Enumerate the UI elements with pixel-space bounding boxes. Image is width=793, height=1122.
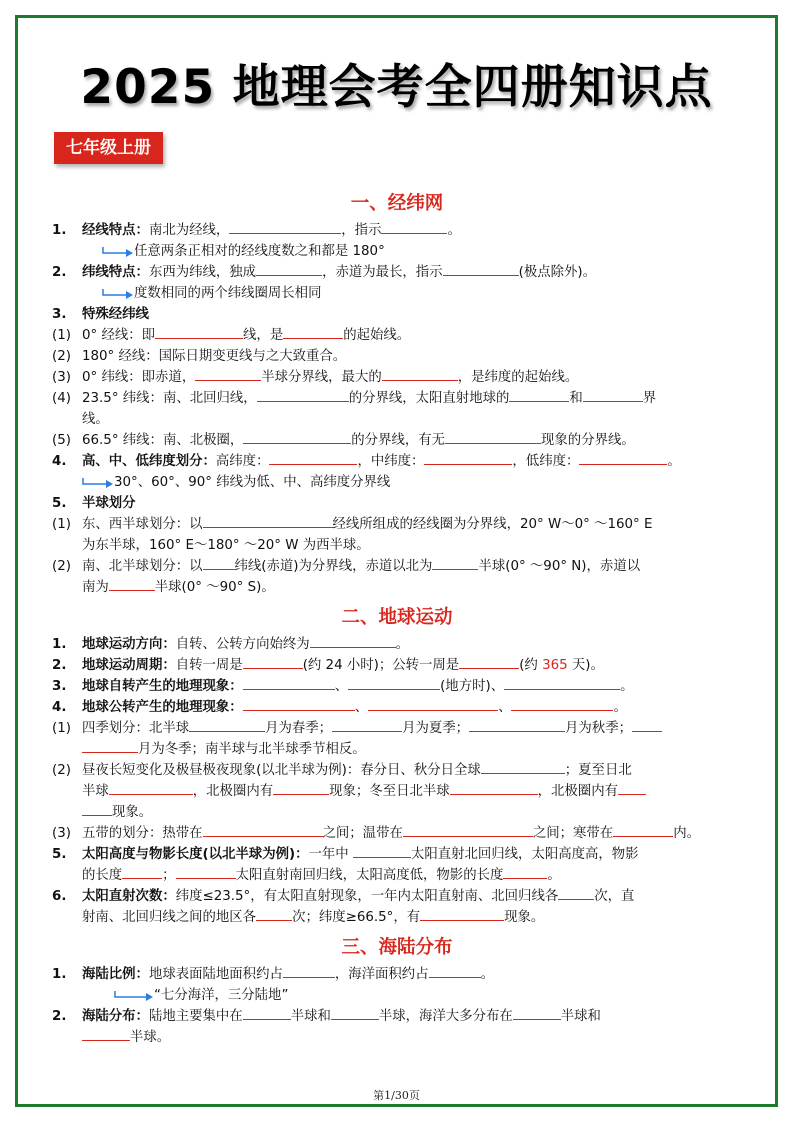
item-text: 现象。	[112, 805, 153, 820]
answer-blank[interactable]	[504, 676, 620, 690]
item-number: 3.	[52, 307, 67, 322]
item-text: 之间；温带在	[322, 826, 403, 841]
list-item	[52, 964, 742, 985]
item-text: 陆地主要集中在	[148, 1009, 243, 1024]
item-text: 南为	[82, 580, 109, 595]
item-text: 之间；寒带在	[532, 826, 614, 841]
sub-item	[52, 367, 742, 388]
item-label: 高、中、低纬度划分：	[82, 454, 216, 469]
item-text: 四季划分：北半球	[82, 721, 190, 736]
item-text: 内。	[673, 826, 700, 841]
list-item	[52, 676, 742, 697]
item-label: 太阳直射次数：	[82, 889, 176, 904]
item-number: 1.	[52, 223, 67, 238]
item-text: 的长度	[82, 868, 123, 883]
answer-blank[interactable]	[503, 865, 547, 879]
answer-blank[interactable]	[558, 886, 594, 900]
answer-blank[interactable]	[481, 760, 565, 774]
item-text: 地球表面陆地面积约占	[148, 967, 283, 982]
sub-item-number: (3)	[52, 826, 71, 841]
item-text: 现象。	[504, 910, 545, 925]
answer-blank[interactable]	[579, 451, 667, 465]
note-text: 30°、60°、90° 纬线为低、中、高纬度分界线	[114, 475, 391, 490]
note-text: “七分海洋，三分陆地”	[154, 988, 289, 1003]
item-number: 2.	[52, 1009, 67, 1024]
item-label: 经线特点：	[82, 223, 149, 238]
answer-blank[interactable]	[403, 823, 533, 837]
item-text: 。	[613, 700, 627, 715]
answer-blank[interactable]	[445, 430, 541, 444]
sub-item-number: (2)	[52, 559, 71, 574]
item-text: 66.5° 纬线：南、北极圈，	[82, 433, 244, 448]
answer-blank[interactable]	[109, 781, 193, 795]
item-text: 一年中	[308, 847, 353, 862]
item-text: 180° 经线：国际日期变更线与之大致重合。	[82, 349, 347, 364]
section-heading-grid: 一、经纬网	[350, 193, 444, 214]
answer-blank[interactable]	[381, 220, 447, 234]
answer-blank[interactable]	[82, 739, 138, 753]
answer-blank[interactable]	[443, 262, 519, 276]
item-text: 。	[547, 868, 561, 883]
item-text: 现象的分界线。	[541, 433, 635, 448]
item-text: 0° 经线：即	[82, 328, 156, 343]
section-heading-earth-motion: 二、地球运动	[341, 607, 453, 628]
item-text: 次；纬度≥66.5°，有	[292, 910, 421, 925]
item-text: 高纬度：	[215, 454, 270, 469]
sub-item	[52, 556, 742, 598]
sub-item-number: (2)	[52, 349, 71, 364]
sub-item-number: (1)	[52, 328, 71, 343]
item-text: 月为冬季；南半球与北半球季节相反。	[138, 742, 366, 757]
answer-blank[interactable]	[203, 556, 235, 570]
answer-blank[interactable]	[353, 844, 411, 858]
item-text: 、	[354, 700, 369, 715]
note-row	[52, 241, 742, 262]
item-label: 海陆比例：	[82, 967, 149, 982]
answer-blank[interactable]	[382, 367, 458, 381]
item-text: 的起始线。	[343, 328, 411, 343]
item-number: 1.	[52, 967, 67, 982]
answer-blank[interactable]	[243, 676, 335, 690]
list-item	[52, 655, 742, 676]
answer-blank[interactable]	[195, 367, 261, 381]
page-title: 2025 地理会考全四册知识点	[80, 60, 713, 115]
item-text: 的分界线，有无	[351, 433, 446, 448]
sub-item	[52, 430, 742, 451]
answer-blank[interactable]	[122, 865, 162, 879]
answer-blank[interactable]	[424, 451, 512, 465]
answer-blank[interactable]	[283, 964, 335, 978]
item-text: 次，直	[594, 889, 635, 904]
item-text: 纬度≤23.5°，有太阳直射现象，一年内太阳直射南、北回归线各	[175, 889, 559, 904]
item-text: 半球，海洋大多分布在	[378, 1009, 513, 1024]
item-number: 4.	[52, 454, 67, 469]
item-label: 特殊经纬线	[82, 307, 149, 322]
answer-blank[interactable]	[243, 430, 351, 444]
answer-blank[interactable]	[273, 781, 329, 795]
sub-item	[52, 760, 742, 823]
answer-blank[interactable]	[332, 718, 402, 732]
item-text: 太阳直射南回归线，太阳高度低，物影的长度	[235, 868, 504, 883]
answer-blank[interactable]	[243, 1006, 291, 1020]
item-text: 自转一周是	[175, 658, 243, 673]
item-text: ，北极圈内有	[192, 784, 274, 799]
answer-blank[interactable]	[348, 676, 440, 690]
highlight-number: 365	[542, 658, 568, 673]
list-item	[52, 1006, 742, 1048]
item-text: 半球和	[560, 1009, 601, 1024]
item-text: ，赤道为最长，指示	[322, 265, 443, 280]
answer-blank[interactable]	[256, 262, 322, 276]
item-label: 半球划分	[82, 496, 136, 511]
answer-blank[interactable]	[618, 781, 646, 795]
list-item	[52, 262, 742, 283]
answer-blank[interactable]	[310, 634, 396, 648]
list-item	[52, 886, 742, 928]
item-number: 6.	[52, 889, 67, 904]
answer-blank[interactable]	[613, 823, 673, 837]
item-text: (约 24 小时)；公转一周是	[302, 658, 460, 673]
answer-blank[interactable]	[203, 823, 323, 837]
answer-blank[interactable]	[256, 907, 292, 921]
list-item	[52, 697, 742, 718]
item-label: 海陆分布：	[82, 1009, 149, 1024]
answer-blank[interactable]	[82, 802, 112, 816]
item-label: 地球自转产生的地理现象：	[82, 679, 243, 694]
answer-blank[interactable]	[331, 1006, 379, 1020]
item-number: 4.	[52, 700, 67, 715]
answer-blank[interactable]	[155, 325, 243, 339]
sub-item-number: (5)	[52, 433, 71, 448]
item-text: 天)。	[567, 658, 604, 673]
sub-item	[52, 718, 742, 760]
item-text: 半球。	[130, 1030, 171, 1045]
answer-blank[interactable]	[509, 388, 569, 402]
item-text: 、	[498, 700, 512, 715]
sub-item-number: (1)	[52, 721, 71, 736]
item-text: (地方时)、	[440, 679, 505, 694]
arrow-right-icon	[102, 289, 134, 299]
item-text: 线，是	[243, 328, 284, 343]
list-item	[52, 493, 742, 514]
answer-blank[interactable]	[450, 781, 538, 795]
item-number: 5.	[52, 496, 67, 511]
item-text: 五带的划分：热带在	[82, 826, 203, 841]
item-text: 东西为纬线，独成	[148, 265, 257, 280]
sub-item	[52, 346, 742, 367]
item-text: 东、西半球划分：以	[82, 517, 203, 532]
item-text: 现象；冬至日北半球	[329, 784, 450, 799]
content	[52, 192, 742, 1048]
note-text: 任意两条正相对的经线度数之和都是 180°	[134, 244, 385, 259]
item-text: ；夏至日北	[564, 763, 632, 778]
answer-blank[interactable]	[368, 697, 498, 711]
sub-item-number: (1)	[52, 517, 71, 532]
answer-blank[interactable]	[420, 907, 504, 921]
answer-blank[interactable]	[511, 697, 613, 711]
answer-blank[interactable]	[176, 865, 236, 879]
arrow-right-icon	[102, 247, 134, 257]
item-label: 地球公转产生的地理现象：	[82, 700, 243, 715]
item-text: 经线所组成的经线圈为分界线，20° W～0° ～160° E	[332, 517, 653, 532]
answer-blank[interactable]	[203, 514, 333, 528]
item-text: 月为春季；	[265, 721, 333, 736]
item-text: ，是纬度的起始线。	[457, 370, 579, 385]
item-text: 自转、公转方向始终为	[175, 637, 310, 652]
answer-blank[interactable]	[429, 964, 481, 978]
item-text: 半球和	[290, 1009, 331, 1024]
item-text: 为东半球，160° E～180° ～20° W 为西半球。	[82, 538, 370, 553]
item-label: 地球运动周期：	[82, 658, 176, 673]
item-text: (极点除外)。	[518, 265, 596, 280]
answer-blank[interactable]	[632, 718, 662, 732]
item-text: 和	[569, 391, 583, 406]
sub-item	[52, 388, 742, 430]
item-text: ，海洋面积约占	[334, 967, 429, 982]
item-label: 太阳高度与物影长度(以北半球为例)：	[82, 847, 309, 862]
item-text: 昼夜长短变化及极昼极夜现象(以北半球为例)：春分日、秋分日全球	[82, 763, 481, 778]
item-text: 南北为经线，	[148, 223, 230, 238]
item-text: ，低纬度：	[512, 454, 580, 469]
item-text: ，指示	[341, 223, 382, 238]
item-text: 界	[642, 391, 657, 406]
sub-item-number: (4)	[52, 391, 71, 406]
item-text: 23.5° 纬线：南、北回归线，	[82, 391, 257, 406]
item-text: ，北极圈内有	[537, 784, 618, 799]
answer-blank[interactable]	[469, 718, 565, 732]
answer-blank[interactable]	[432, 556, 478, 570]
item-text: 半球(0° ～90° N)，赤道以	[478, 559, 641, 574]
answer-blank[interactable]	[243, 697, 355, 711]
arrow-right-icon	[82, 478, 114, 488]
sub-item	[52, 325, 742, 346]
item-text: 半球(0° ～90° S)。	[154, 580, 275, 595]
item-text: 、	[334, 679, 349, 694]
answer-blank[interactable]	[229, 220, 341, 234]
answer-blank[interactable]	[269, 451, 357, 465]
answer-blank[interactable]	[257, 388, 349, 402]
item-label: 纬线特点：	[82, 265, 149, 280]
list-item	[52, 451, 742, 472]
item-text: 月为夏季；	[402, 721, 470, 736]
item-text: 0° 纬线：即赤道，	[82, 370, 196, 385]
list-item	[52, 220, 742, 241]
list-item	[52, 634, 742, 655]
item-text: 线。	[82, 412, 109, 427]
item-text: 。	[395, 637, 410, 652]
answer-blank[interactable]	[459, 655, 519, 669]
item-number: 5.	[52, 847, 67, 862]
item-text: ；	[162, 868, 176, 883]
sub-item-number: (2)	[52, 763, 71, 778]
item-text: 纬线(赤道)为分界线，赤道以北为	[234, 559, 433, 574]
item-number: 2.	[52, 265, 67, 280]
section-heading-land-sea: 三、海陆分布	[341, 937, 453, 958]
sub-item	[52, 823, 742, 844]
list-item	[52, 844, 742, 886]
item-text: ，中纬度：	[357, 454, 425, 469]
item-text: 。	[480, 967, 494, 982]
item-text: 南、北半球划分：以	[82, 559, 203, 574]
answer-blank[interactable]	[283, 325, 343, 339]
sub-item	[52, 514, 742, 556]
item-text: 。	[620, 679, 634, 694]
item-text: 半球	[82, 784, 109, 799]
item-text: 半球分界线，最大的	[261, 370, 382, 385]
item-number: 2.	[52, 658, 67, 673]
item-number: 3.	[52, 679, 67, 694]
item-label: 地球运动方向：	[82, 637, 176, 652]
item-text: 太阳直射北回归线，太阳高度高，物影	[410, 847, 639, 862]
answer-blank[interactable]	[513, 1006, 561, 1020]
answer-blank[interactable]	[109, 577, 155, 591]
answer-blank[interactable]	[583, 388, 643, 402]
item-number: 1.	[52, 637, 67, 652]
item-text: 射南、北回归线之间的地区各	[82, 910, 257, 925]
answer-blank[interactable]	[189, 718, 265, 732]
item-text: 。	[447, 223, 461, 238]
answer-blank[interactable]	[243, 655, 303, 669]
item-text: 的分界线，太阳直射地球的	[348, 391, 510, 406]
note-row	[52, 985, 742, 1006]
note-row	[52, 472, 742, 493]
answer-blank[interactable]	[82, 1027, 130, 1041]
sub-item-number: (3)	[52, 370, 71, 385]
page-number: 第1/30页	[373, 1089, 420, 1102]
note-row	[52, 283, 742, 304]
item-text: 。	[667, 454, 681, 469]
grade-badge: 七年级上册	[54, 132, 163, 164]
arrow-right-icon	[114, 991, 154, 1001]
note-text: 度数相同的两个纬线圈周长相同	[134, 286, 322, 301]
item-text: (约	[519, 658, 543, 673]
list-item	[52, 304, 742, 325]
item-text: 月为秋季；	[565, 721, 632, 736]
